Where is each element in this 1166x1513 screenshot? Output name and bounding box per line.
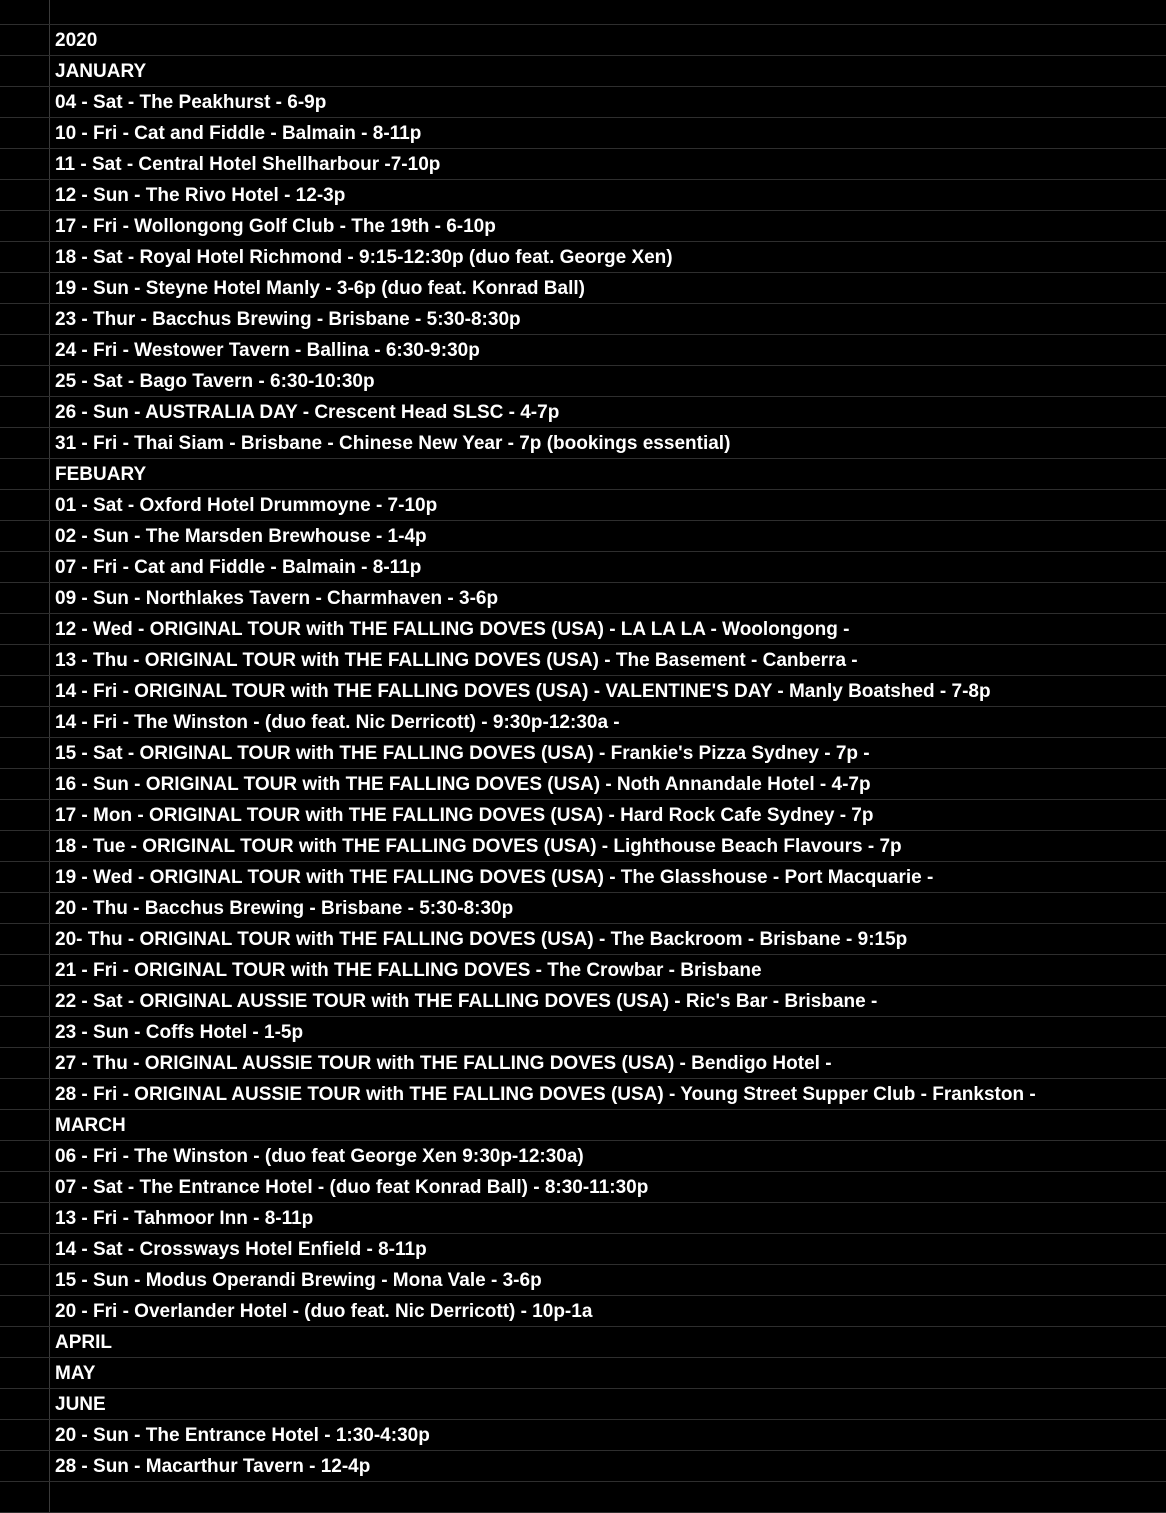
sheet-row [0, 552, 1166, 583]
row-header-cell[interactable] [0, 583, 50, 613]
row-header-cell[interactable] [0, 1420, 50, 1450]
row-header-cell[interactable] [0, 1296, 50, 1326]
sheet-row [0, 1482, 1166, 1513]
row-header-cell[interactable] [0, 1389, 50, 1419]
sheet-cell[interactable]: 23 - Sun - Coffs Hotel - 1-5p [55, 1022, 304, 1043]
sheet-cell[interactable]: 15 - Sun - Modus Operandi Brewing - Mona Vale - 3-6p [55, 1270, 542, 1291]
sheet-cell[interactable]: 28 - Sun - Macarthur Tavern - 12-4p [55, 1456, 371, 1477]
sheet-cell[interactable]: 13 - Fri - Tahmoor Inn - 8-11p [55, 1208, 314, 1229]
sheet-cell[interactable]: 20 - Fri - Overlander Hotel - (duo feat. Nic Derricott) - 10p-1a [55, 1301, 593, 1322]
sheet-cell[interactable]: 17 - Mon - ORIGINAL TOUR with THE FALLING DOVES (USA) - Hard Rock Cafe Sydney - 7p [55, 805, 874, 826]
row-header-cell[interactable] [0, 862, 50, 892]
sheet-row [0, 1017, 1166, 1048]
sheet-row [0, 1203, 1166, 1234]
sheet-row [0, 1079, 1166, 1110]
sheet-cell[interactable]: 01 - Sat - Oxford Hotel Drummoyne - 7-10p [55, 495, 438, 516]
sheet-row [0, 862, 1166, 893]
sheet-cell[interactable]: 25 - Sat - Bago Tavern - 6:30-10:30p [55, 371, 375, 392]
sheet-row [0, 25, 1166, 56]
sheet-row [0, 707, 1166, 738]
sheet-cell[interactable]: 07 - Fri - Cat and Fiddle - Balmain - 8-11p [55, 557, 422, 578]
sheet-cell[interactable]: 02 - Sun - The Marsden Brewhouse - 1-4p [55, 526, 427, 547]
row-header-cell[interactable] [0, 304, 50, 334]
sheet-cell[interactable]: 13 - Thu - ORIGINAL TOUR with THE FALLING DOVES (USA) - The Basement - Canberra - [55, 650, 858, 671]
row-header-cell[interactable] [0, 769, 50, 799]
sheet-row [0, 1296, 1166, 1327]
sheet-cell[interactable]: 18 - Sat - Royal Hotel Richmond - 9:15-12:30p (duo feat. George Xen) [55, 247, 673, 268]
sheet-cell[interactable]: 10 - Fri - Cat and Fiddle - Balmain - 8-11p [55, 123, 422, 144]
sheet-cell[interactable]: 15 - Sat - ORIGINAL TOUR with THE FALLING DOVES (USA) - Frankie's Pizza Sydney - 7p - [55, 743, 870, 764]
row-header-cell[interactable] [0, 614, 50, 644]
row-header-cell[interactable] [0, 1203, 50, 1233]
sheet-row [0, 1451, 1166, 1482]
sheet-cell[interactable]: 16 - Sun - ORIGINAL TOUR with THE FALLING DOVES (USA) - Noth Annandale Hotel - 4-7p [55, 774, 871, 795]
row-header-cell[interactable] [0, 118, 50, 148]
row-header-cell[interactable] [0, 676, 50, 706]
sheet-row [0, 149, 1166, 180]
sheet-cell[interactable]: 24 - Fri - Westower Tavern - Ballina - 6:30-9:30p [55, 340, 480, 361]
row-header-cell[interactable] [0, 552, 50, 582]
sheet-row [0, 986, 1166, 1017]
sheet-cell[interactable]: 11 - Sat - Central Hotel Shellharbour -7-10p [55, 154, 441, 175]
row-header-cell[interactable] [0, 459, 50, 489]
sheet-row [0, 800, 1166, 831]
sheet-row [0, 769, 1166, 800]
row-header-cell[interactable] [0, 366, 50, 396]
sheet-row [0, 242, 1166, 273]
row-header-cell[interactable] [0, 924, 50, 954]
sheet-row [0, 924, 1166, 955]
sheet-cell[interactable]: JUNE [55, 1394, 106, 1415]
sheet-cell[interactable]: 19 - Wed - ORIGINAL TOUR with THE FALLING DOVES (USA) - The Glasshouse - Port Macquarie - [55, 867, 934, 888]
row-header-cell[interactable] [0, 707, 50, 737]
sheet-row [0, 118, 1166, 149]
sheet-cell[interactable]: 07 - Sat - The Entrance Hotel - (duo feat Konrad Ball) - 8:30-11:30p [55, 1177, 649, 1198]
sheet-row [0, 614, 1166, 645]
row-header-cell[interactable] [0, 955, 50, 985]
sheet-cell[interactable]: 12 - Sun - The Rivo Hotel - 12-3p [55, 185, 346, 206]
sheet-cell[interactable]: 2020 [55, 30, 98, 51]
sheet-row [0, 521, 1166, 552]
sheet-cell[interactable]: 26 - Sun - AUSTRALIA DAY - Crescent Head SLSC - 4-7p [55, 402, 560, 423]
row-header-cell[interactable] [0, 180, 50, 210]
row-header-cell[interactable] [0, 273, 50, 303]
sheet-row [0, 583, 1166, 614]
row-header-cell[interactable] [0, 211, 50, 241]
row-header-cell[interactable] [0, 87, 50, 117]
sheet-cell[interactable]: 14 - Fri - The Winston - (duo feat. Nic Derricott) - 9:30p-12:30a - [55, 712, 620, 733]
sheet-row [0, 676, 1166, 707]
sheet-cell[interactable]: 18 - Tue - ORIGINAL TOUR with THE FALLING DOVES (USA) - Lighthouse Beach Flavours - 7p [55, 836, 902, 857]
sheet-cell[interactable] [55, 1482, 1166, 1512]
row-header-cell[interactable] [0, 1265, 50, 1295]
sheet-row [0, 180, 1166, 211]
row-header-cell[interactable] [0, 25, 50, 55]
sheet-cell[interactable]: 21 - Fri - ORIGINAL TOUR with THE FALLING DOVES - The Crowbar - Brisbane [55, 960, 762, 981]
row-header-cell[interactable] [0, 0, 50, 24]
row-header-cell[interactable] [0, 490, 50, 520]
sheet-row [0, 738, 1166, 769]
row-header-cell[interactable] [0, 1234, 50, 1264]
sheet-cell[interactable]: 28 - Fri - ORIGINAL AUSSIE TOUR with THE FALLING DOVES (USA) - Young Street Supper Club - Frankston - [55, 1084, 1036, 1105]
sheet-cell[interactable]: APRIL [55, 1332, 112, 1353]
row-header-cell[interactable] [0, 1141, 50, 1171]
row-header-cell[interactable] [0, 335, 50, 365]
sheet-cell[interactable] [55, 0, 1166, 24]
row-header-cell[interactable] [0, 1358, 50, 1388]
sheet-row [0, 1172, 1166, 1203]
sheet-cell[interactable]: 20- Thu - ORIGINAL TOUR with THE FALLING DOVES (USA) - The Backroom - Brisbane - 9:15p [55, 929, 908, 950]
sheet-row [0, 428, 1166, 459]
sheet-row [0, 56, 1166, 87]
sheet-cell[interactable]: 14 - Fri - ORIGINAL TOUR with THE FALLING DOVES (USA) - VALENTINE'S DAY - Manly Boatshed - 7-8p [55, 681, 991, 702]
sheet-row [0, 211, 1166, 242]
sheet-row [0, 459, 1166, 490]
sheet-row [0, 1327, 1166, 1358]
row-header-cell[interactable] [0, 1048, 50, 1078]
row-header-cell[interactable] [0, 645, 50, 675]
sheet-cell[interactable]: 19 - Sun - Steyne Hotel Manly - 3-6p (duo feat. Konrad Ball) [55, 278, 585, 299]
row-header-cell[interactable] [0, 1327, 50, 1357]
row-header-cell[interactable] [0, 800, 50, 830]
sheet-row [0, 490, 1166, 521]
sheet-row [0, 0, 1166, 25]
sheet-cell[interactable]: 06 - Fri - The Winston - (duo feat George Xen 9:30p-12:30a) [55, 1146, 584, 1167]
sheet-cell[interactable]: 04 - Sat - The Peakhurst - 6-9p [55, 92, 327, 113]
row-header-cell[interactable] [0, 397, 50, 427]
row-header-cell[interactable] [0, 242, 50, 272]
row-header-cell[interactable] [0, 1110, 50, 1140]
sheet-row [0, 1389, 1166, 1420]
sheet-cell[interactable]: 31 - Fri - Thai Siam - Brisbane - Chinese New Year - 7p (bookings essential) [55, 433, 731, 454]
row-header-cell[interactable] [0, 1451, 50, 1481]
row-header-cell[interactable] [0, 56, 50, 86]
sheet-cell[interactable]: 20 - Thu - Bacchus Brewing - Brisbane - 5:30-8:30p [55, 898, 514, 919]
sheet-cell[interactable]: 20 - Sun - The Entrance Hotel - 1:30-4:30p [55, 1425, 430, 1446]
sheet-row [0, 87, 1166, 118]
sheet-row [0, 366, 1166, 397]
sheet-row [0, 893, 1166, 924]
sheet-row [0, 831, 1166, 862]
sheet-row [0, 1358, 1166, 1389]
sheet-cell[interactable]: FEBUARY [55, 464, 147, 485]
sheet-cell[interactable]: 22 - Sat - ORIGINAL AUSSIE TOUR with THE FALLING DOVES (USA) - Ric's Bar - Brisbane - [55, 991, 878, 1012]
row-header-cell[interactable] [0, 1079, 50, 1109]
row-header-cell[interactable] [0, 149, 50, 179]
sheet-row [0, 955, 1166, 986]
sheet-cell[interactable]: JANUARY [55, 61, 147, 82]
row-header-cell[interactable] [0, 1017, 50, 1047]
sheet-row [0, 273, 1166, 304]
row-header-cell[interactable] [0, 1482, 50, 1512]
row-header-cell[interactable] [0, 521, 50, 551]
sheet-row [0, 304, 1166, 335]
row-header-cell[interactable] [0, 893, 50, 923]
sheet-cell[interactable]: 17 - Fri - Wollongong Golf Club - The 19th - 6-10p [55, 216, 496, 237]
row-header-cell[interactable] [0, 428, 50, 458]
row-header-cell[interactable] [0, 831, 50, 861]
row-header-cell[interactable] [0, 986, 50, 1016]
sheet-cell[interactable]: 27 - Thu - ORIGINAL AUSSIE TOUR with THE FALLING DOVES (USA) - Bendigo Hotel - [55, 1053, 832, 1074]
sheet-cell[interactable]: MARCH [55, 1115, 126, 1136]
sheet-row [0, 1048, 1166, 1079]
sheet-row [0, 397, 1166, 428]
sheet-row [0, 645, 1166, 676]
sheet-row [0, 335, 1166, 366]
sheet-cell[interactable]: 09 - Sun - Northlakes Tavern - Charmhaven - 3-6p [55, 588, 499, 609]
sheet-row [0, 1141, 1166, 1172]
sheet-cell[interactable]: 12 - Wed - ORIGINAL TOUR with THE FALLING DOVES (USA) - LA LA LA - Woolongong - [55, 619, 850, 640]
row-header-cell[interactable] [0, 738, 50, 768]
sheet-cell[interactable]: 23 - Thur - Bacchus Brewing - Brisbane - 5:30-8:30p [55, 309, 521, 330]
sheet-row [0, 1265, 1166, 1296]
sheet-cell[interactable]: 14 - Sat - Crossways Hotel Enfield - 8-11p [55, 1239, 427, 1260]
sheet-row [0, 1420, 1166, 1451]
sheet-row [0, 1110, 1166, 1141]
sheet-row [0, 1234, 1166, 1265]
sheet-cell[interactable]: MAY [55, 1363, 96, 1384]
row-header-cell[interactable] [0, 1172, 50, 1202]
